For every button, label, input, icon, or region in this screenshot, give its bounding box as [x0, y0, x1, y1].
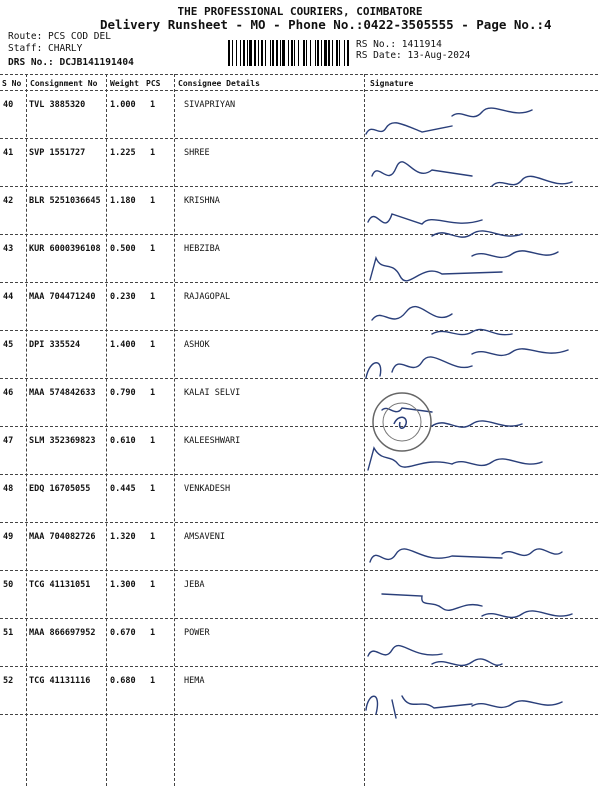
barcode-bar: [243, 40, 245, 66]
row-sno: 48: [3, 484, 14, 494]
row-separator: [0, 522, 598, 523]
courier-stamp: [370, 390, 434, 454]
row-weight: 1.180: [110, 196, 136, 206]
barcode-bar: [261, 40, 263, 66]
handwritten-signature: [362, 626, 598, 678]
row-pcs: 1: [150, 484, 156, 494]
barcode-bar: [317, 40, 319, 66]
row-sno: 42: [3, 196, 14, 206]
handwritten-signature: [362, 242, 598, 294]
route-label: Route: PCS COD DEL: [8, 31, 111, 42]
row-consignment-no: DPI 335524: [29, 340, 81, 350]
runsheet-title: Delivery Runsheet - MO - Phone No.:0422-3505555 - Page No.:4: [100, 17, 552, 32]
barcode-bar: [228, 40, 230, 66]
row-weight: 0.670: [110, 628, 136, 638]
handwritten-signature: [362, 338, 598, 390]
row-weight: 1.400: [110, 340, 136, 350]
row-consignment-no: MAA 866697952: [29, 628, 96, 638]
barcode-bar: [265, 40, 266, 66]
barcode-bar: [247, 40, 248, 66]
row-pcs: 1: [150, 340, 156, 350]
row-consignee: ASHOK: [184, 340, 210, 350]
barcode-bar: [306, 40, 307, 66]
column-divider: [174, 74, 175, 786]
barcode-bar: [276, 40, 278, 66]
barcode-bar: [258, 40, 259, 66]
row-sno: 45: [3, 340, 14, 350]
barcode-bar: [232, 40, 233, 66]
row-sno: 44: [3, 292, 14, 302]
barcode-bar: [294, 40, 295, 66]
row-consignment-no: MAA 574842633: [29, 388, 96, 398]
barcode-bar: [280, 40, 281, 66]
row-pcs: 1: [150, 580, 156, 590]
row-consignee: RAJAGOPAL: [184, 292, 231, 302]
header-rule: [0, 90, 598, 91]
handwritten-signature: [362, 290, 598, 342]
row-sno: 40: [3, 100, 14, 110]
barcode-bar: [270, 40, 271, 66]
handwritten-signature: [362, 98, 598, 150]
column-header-consignment: Consignment No: [30, 79, 98, 88]
row-weight: 0.445: [110, 484, 136, 494]
row-consignment-no: MAA 704471240: [29, 292, 96, 302]
row-consignee: KRISHNA: [184, 196, 220, 206]
barcode-bar: [236, 40, 237, 66]
row-weight: 0.790: [110, 388, 136, 398]
barcode: [228, 40, 352, 66]
row-consignee: AMSAVENI: [184, 532, 225, 542]
barcode-bar: [282, 40, 285, 66]
row-consignment-no: EDQ 16705055: [29, 484, 91, 494]
row-pcs: 1: [150, 196, 156, 206]
barcode-bar: [324, 40, 327, 66]
barcode-bar: [272, 40, 274, 66]
row-sno: 41: [3, 148, 14, 158]
row-pcs: 1: [150, 244, 156, 254]
barcode-bar: [336, 40, 338, 66]
row-pcs: 1: [150, 676, 156, 686]
row-pcs: 1: [150, 628, 156, 638]
rs-number: RS No.: 1411914: [356, 39, 442, 50]
row-sno: 43: [3, 244, 14, 254]
row-consignment-no: KUR 6000396108: [29, 244, 101, 254]
row-sno: 50: [3, 580, 14, 590]
rs-date: RS Date: 13-Aug-2024: [356, 50, 471, 61]
column-header-weight: Weight: [110, 79, 139, 88]
row-pcs: 1: [150, 100, 156, 110]
column-divider: [26, 74, 27, 786]
handwritten-signature: [362, 578, 598, 630]
barcode-bar: [321, 40, 322, 66]
column-header-sno: S No: [2, 79, 22, 88]
row-consignee: KALEESHWARI: [184, 436, 241, 446]
row-consignee: HEMA: [184, 676, 205, 686]
row-sno: 47: [3, 436, 14, 446]
barcode-bar: [240, 40, 241, 66]
column-header-signature: Signature: [370, 79, 414, 88]
row-consignee: VENKADESH: [184, 484, 231, 494]
company-name: THE PROFESSIONAL COURIERS, COIMBATORE: [177, 5, 423, 18]
barcode-bar: [249, 40, 252, 66]
row-consignment-no: BLR 5251036645: [29, 196, 101, 206]
barcode-bar: [288, 40, 289, 66]
row-weight: 0.610: [110, 436, 136, 446]
row-sno: 46: [3, 388, 14, 398]
row-sno: 52: [3, 676, 14, 686]
row-consignee: SHREE: [184, 148, 210, 158]
table-top-rule: [0, 74, 598, 75]
column-header-pcs: PCS: [146, 79, 161, 88]
barcode-bar: [298, 40, 299, 66]
row-weight: 0.230: [110, 292, 136, 302]
column-header-consignee: Consignee Details: [178, 79, 260, 88]
row-consignment-no: TCG 41131051: [29, 580, 91, 590]
row-consignment-no: TVL 3885320: [29, 100, 86, 110]
handwritten-signature: [362, 146, 598, 198]
row-consignment-no: TCG 41131116: [29, 676, 91, 686]
row-weight: 1.320: [110, 532, 136, 542]
row-pcs: 1: [150, 388, 156, 398]
barcode-bar: [347, 40, 349, 66]
row-pcs: 1: [150, 436, 156, 446]
barcode-bar: [315, 40, 316, 66]
barcode-bar: [332, 40, 333, 66]
row-consignee: KALAI SELVI: [184, 388, 241, 398]
barcode-bar: [310, 40, 311, 66]
row-weight: 1.000: [110, 100, 136, 110]
barcode-bar: [339, 40, 340, 66]
row-consignment-no: MAA 704082726: [29, 532, 96, 542]
row-consignee: POWER: [184, 628, 210, 638]
barcode-bar: [344, 40, 345, 66]
column-divider: [106, 74, 107, 786]
row-pcs: 1: [150, 532, 156, 542]
row-weight: 0.500: [110, 244, 136, 254]
handwritten-signature: [362, 194, 598, 246]
barcode-bar: [291, 40, 293, 66]
row-consignee: JEBA: [184, 580, 205, 590]
row-weight: 1.300: [110, 580, 136, 590]
row-consignment-no: SLM 352369823: [29, 436, 96, 446]
row-pcs: 1: [150, 292, 156, 302]
row-pcs: 1: [150, 148, 156, 158]
barcode-bar: [328, 40, 330, 66]
runsheet-table: [0, 74, 600, 794]
drs-number: DRS No.: DCJB141191404: [8, 57, 134, 68]
row-sno: 51: [3, 628, 14, 638]
barcode-bar: [303, 40, 305, 66]
row-consignment-no: SVP 1551727: [29, 148, 86, 158]
barcode-bar: [254, 40, 256, 66]
row-weight: 1.225: [110, 148, 136, 158]
row-consignee: SIVAPRIYAN: [184, 100, 236, 110]
row-weight: 0.680: [110, 676, 136, 686]
row-sno: 49: [3, 532, 14, 542]
row-consignee: HEBZIBA: [184, 244, 220, 254]
staff-label: Staff: CHARLY: [8, 43, 83, 54]
handwritten-signature: [362, 530, 598, 582]
handwritten-signature: [362, 674, 598, 726]
